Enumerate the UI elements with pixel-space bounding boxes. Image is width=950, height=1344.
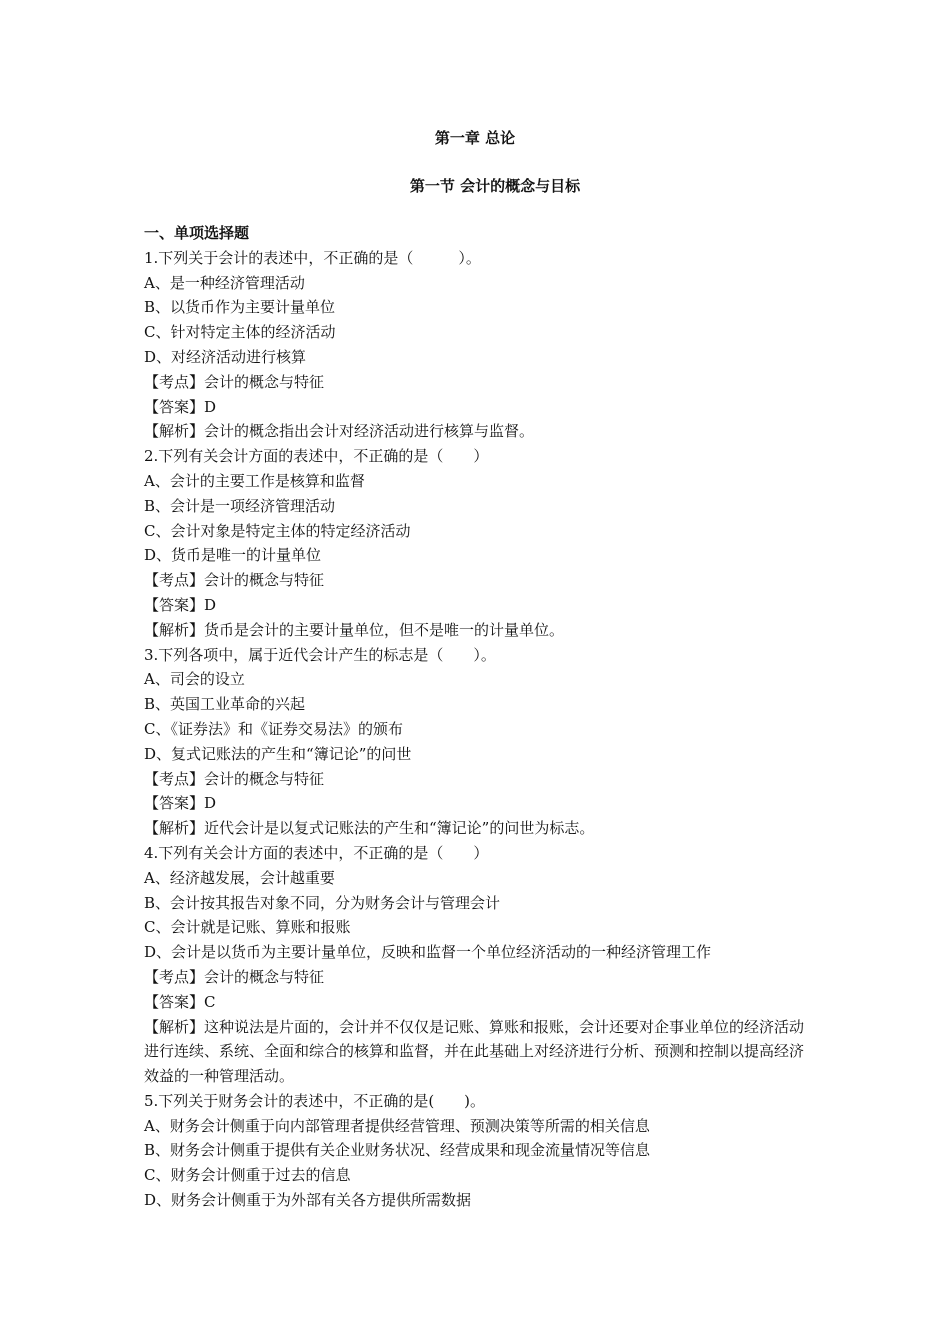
option-b: B、财务会计侧重于提供有关企业财务状况、经营成果和现金流量情况等信息: [144, 1141, 651, 1160]
option-c: C、《证券法》和《证券交易法》的颁布: [144, 719, 403, 738]
option-c: C、会计就是记账、算账和报账: [144, 918, 351, 937]
question-stem: 2.下列有关会计方面的表述中，不正确的是（ ）: [144, 447, 489, 466]
question-stem: 1.下列关于会计的表述中，不正确的是（ ）。: [144, 248, 481, 267]
option-b: B、英国工业革命的兴起: [144, 695, 306, 714]
option-a: A、经济越发展，会计越重要: [144, 868, 335, 887]
option-a: A、司会的设立: [144, 670, 245, 689]
key-point: 【考点】会计的概念与特征: [144, 372, 325, 391]
option-d: D、会计是以货币为主要计量单位，反映和监督一个单位经济活动的一种经济管理工作: [144, 943, 712, 962]
chapter-title: 第一章 总论: [434, 129, 516, 147]
question-stem: 4.下列有关会计方面的表述中，不正确的是（ ）: [144, 843, 489, 862]
question-list: [144, 221, 824, 1213]
question-stem: 3.下列各项中，属于近代会计产生的标志是（ ）。: [144, 645, 496, 664]
question-1: [144, 246, 824, 444]
question-5: [144, 1089, 824, 1213]
part-heading: 一、单项选择题: [144, 224, 250, 242]
question-stem: 5.下列关于财务会计的表述中，不正确的是( )。: [144, 1091, 486, 1110]
option-a: A、是一种经济管理活动: [144, 273, 305, 292]
section-title: 第一节 会计的概念与目标: [409, 177, 581, 195]
option-d: D、对经济活动进行核算: [144, 347, 307, 366]
option-d: D、财务会计侧重于为外部有关各方提供所需数据: [144, 1191, 472, 1210]
answer: 【答案】D: [144, 595, 217, 614]
question-3: [144, 643, 824, 841]
answer: 【答案】D: [144, 397, 217, 416]
analysis: 【解析】会计的概念指出会计对经济活动进行核算与监督。: [144, 422, 535, 441]
option-c: C、针对特定主体的经济活动: [144, 323, 336, 342]
key-point: 【考点】会计的概念与特征: [144, 967, 325, 986]
answer: 【答案】C: [144, 992, 216, 1011]
question-2: [144, 444, 824, 642]
key-point: 【考点】会计的概念与特征: [144, 769, 325, 788]
key-point: 【考点】会计的概念与特征: [144, 571, 325, 590]
option-c: C、会计对象是特定主体的特定经济活动: [144, 521, 411, 540]
option-a: A、财务会计侧重于向内部管理者提供经营管理、预测决策等所需的相关信息: [144, 1116, 650, 1135]
question-4: [144, 841, 824, 1089]
analysis: 【解析】近代会计是以复式记账法的产生和“簿记论”的问世为标志。: [144, 819, 595, 838]
option-d: D、货币是唯一的计量单位: [144, 546, 322, 565]
option-d: D、复式记账法的产生和“簿记论”的问世: [144, 744, 412, 763]
option-b: B、会计是一项经济管理活动: [144, 496, 336, 515]
option-b: B、以货币作为主要计量单位: [144, 298, 336, 317]
option-c: C、财务会计侧重于过去的信息: [144, 1166, 351, 1185]
option-b: B、会计按其报告对象不同，分为财务会计与管理会计: [144, 893, 501, 912]
analysis: 【解析】这种说法是片面的，会计并不仅仅是记账、算账和报账，会计还要对企事业单位的经济活动进行连续、系统、全面和综合的核算和监督，并在此基础上对经济进行分析、预测和控制以提高经济效益的一种管理活动。: [144, 1017, 805, 1086]
answer: 【答案】D: [144, 794, 217, 813]
analysis: 【解析】货币是会计的主要计量单位，但不是唯一的计量单位。: [144, 620, 565, 639]
option-a: A、会计的主要工作是核算和监督: [144, 471, 365, 490]
